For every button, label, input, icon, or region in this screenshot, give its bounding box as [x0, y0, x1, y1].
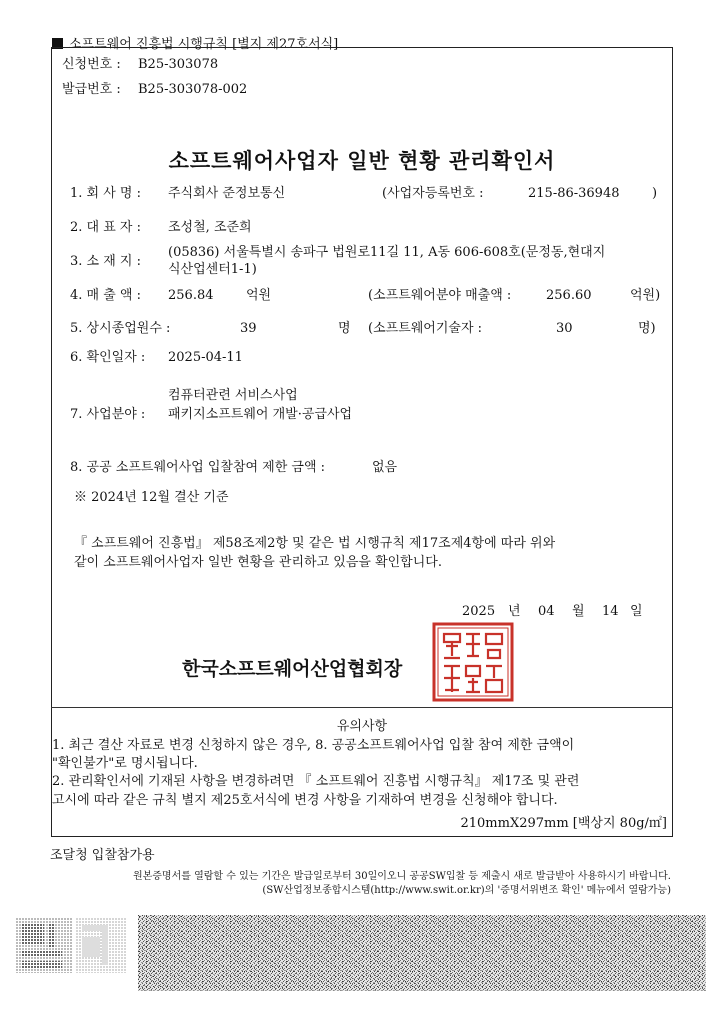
issue-day-unit: 일: [630, 604, 643, 619]
company-label: 1. 회 사 명 :: [70, 186, 141, 201]
notes-divider: [51, 707, 673, 708]
business-field-label: 7. 사업분야 :: [70, 407, 146, 422]
footer-line2: (SW산업정보종합시스템(http://www.swit.or.kr)의 '증명서위변조 확인' 메뉴에서 열람가능): [262, 885, 671, 896]
application-no-label: 신청번호 :: [62, 57, 121, 72]
business-field-line1: 컴퓨터관련 서비스사업: [168, 388, 298, 403]
sw-staff-unit: 명): [638, 321, 656, 336]
address-label: 3. 소 재 지 :: [70, 254, 141, 269]
sales-value: 256.84: [168, 288, 214, 303]
note-1-line2: "확인불가"로 명시됩니다.: [52, 756, 198, 771]
statement-line2: 같이 소프트웨어사업자 일반 현황을 관리하고 있음을 확인합니다.: [74, 555, 442, 570]
staff-unit: 명: [338, 321, 351, 336]
ceo-value: 조성철, 조준희: [168, 220, 252, 235]
bid-limit-label: 8. 공공 소프트웨어사업 입찰참여 제한 금액 :: [70, 460, 326, 475]
address-line1: (05836) 서울특별시 송파구 법원로11길 11, A동 606-608호(문정동,현대지: [168, 245, 606, 260]
application-no-value: B25-303078: [138, 57, 219, 72]
note-2-line1: 2. 관리확인서에 기재된 사항을 변경하려면 『 소프트웨어 진흥법 시행규칙』 제17조 및 관련: [52, 774, 580, 789]
sw-sales-unit: 억원): [630, 288, 661, 303]
ceo-label: 2. 대 표 자 :: [70, 220, 141, 235]
note-1-line1: 1. 최근 결산 자료로 변경 신청하지 않은 경우, 8. 공공소프트웨어사업 입찰 참여 제한 금액이: [52, 738, 575, 753]
document-title: 소프트웨어사업자 일반 현황 관리확인서: [168, 148, 556, 173]
purpose: 조달청 입찰참가용: [50, 848, 155, 863]
confirm-date-value: 2025-04-11: [168, 350, 243, 365]
issue-no-label: 발급번호 :: [62, 82, 121, 97]
security-pattern-icon: [138, 915, 706, 991]
footer-line1: 원본증명서를 열람할 수 있는 기간은 발급일로부터 30일이오니 공공SW입찰 등 제출시 새로 발급받아 사용하시기 바랍니다.: [132, 871, 671, 882]
issue-day: 14: [602, 604, 619, 619]
reg-no-close: ): [652, 186, 658, 201]
sales-label: 4. 매 출 액 :: [70, 288, 141, 303]
issue-no-value: B25-303078-002: [138, 82, 248, 97]
bid-limit-value: 없음: [372, 460, 398, 475]
sw-sales-label: (소프트웨어분야 매출액 :: [368, 288, 512, 303]
business-field-line2: 패키지소프트웨어 개발·공급사업: [168, 407, 353, 422]
sw-staff-value: 30: [556, 321, 573, 336]
notes-title: 유의사항: [336, 719, 388, 734]
form-label: 소프트웨어 진흥법 시행규칙 [별지 제27호서식]: [52, 33, 338, 52]
staff-label: 5. 상시종업원수 :: [70, 321, 171, 336]
staff-value: 39: [240, 321, 257, 336]
issue-month: 04: [538, 604, 555, 619]
issue-year-unit: 년: [508, 604, 521, 619]
paper-spec: 210mmX297mm [백상지 80g/㎡]: [460, 816, 667, 831]
statement-line1: 『 소프트웨어 진흥법』 제58조제2항 및 같은 법 시행규칙 제17조제4항에 따라 위와: [74, 536, 556, 551]
reg-no-label: (사업자등록번호 :: [382, 186, 484, 201]
sales-unit: 억원: [246, 288, 272, 303]
confirm-date-label: 6. 확인일자 :: [70, 350, 146, 365]
sw-sales-value: 256.60: [546, 288, 592, 303]
company-name: 주식회사 준정보통신: [168, 186, 286, 201]
original-watermark-icon: [16, 915, 128, 975]
issue-month-unit: 월: [572, 604, 585, 619]
official-seal-icon: [432, 622, 514, 702]
basis-note: ※ 2024년 12월 결산 기준: [74, 490, 229, 505]
note-2-line2: 고시에 따라 같은 규칙 별지 제25호서식에 변경 사항을 기재하여 변경을 신청해야 합니다.: [52, 793, 558, 808]
reg-no-value: 215-86-36948: [528, 186, 620, 201]
issuer-name: 한국소프트웨어산업협회장: [182, 658, 403, 680]
issue-year: 2025: [462, 604, 496, 619]
address-line2: 식산업센터1-1): [168, 262, 257, 277]
sw-staff-label: (소프트웨어기술자 :: [368, 321, 483, 336]
